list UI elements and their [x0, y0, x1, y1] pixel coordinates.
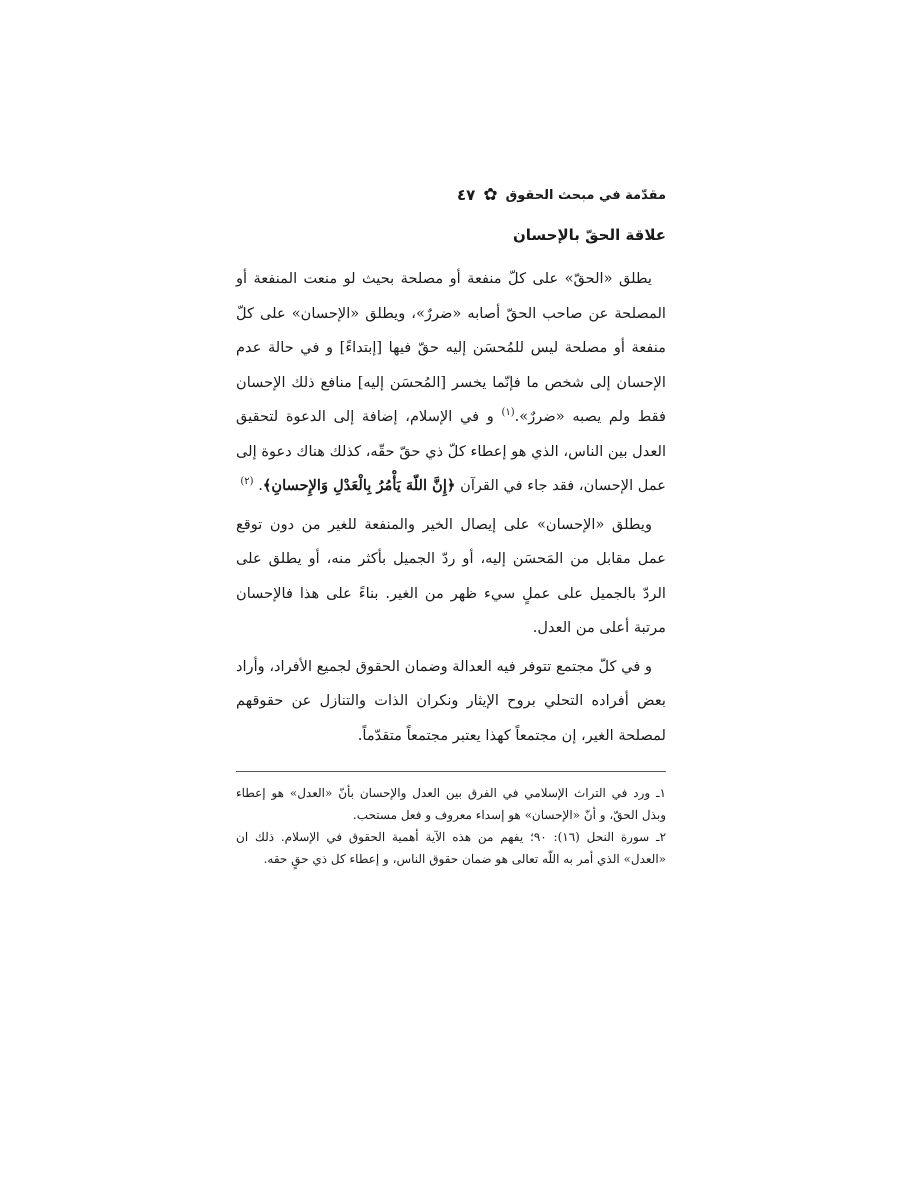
- footnote-reference-2: (٢): [240, 476, 254, 488]
- paragraph-text: و في الإسلام، إضافة إلى الدعوة لتحقيق العدل بين الناس، الذي هو إعطاء كلّ ذي حقّ حقّه، كذلك هناك دعوة إلى عمل الإحسان، فقد جاء في القرآن: [236, 408, 666, 494]
- page-number: ٤٧: [457, 186, 476, 204]
- body-paragraph-2: ويطلق «الإحسان» على إيصال الخير والمنفعة للغير من دون توقع عمل مقابل من المَحسَن إليه، أو ردّ الجميل بأكثر منه، أو يطلق على الردّ بالجميل على عملٍ سيء ظهر من الغير. بناءً على هذا فالإحسان مرتبة أعلى من العدل.: [236, 515, 666, 636]
- quran-verse: ﴿إِنَّ اللّهَ يَأْمُرُ بِالْعَدْلِ وَالإِحسانِ﴾: [262, 477, 456, 494]
- paragraph-text: .: [253, 477, 263, 494]
- body-paragraph-3: و في كلّ مجتمع تتوفر فيه العدالة وضمان الحقوق لجميع الأفراد، وأراد بعض أفراده التحلي بروح الإيثار ونكران الذات والتنازل عن حقوقهم لمصلحة الغير، إن مجتمعاً كهذا يعتبر مجتمعاً متقدّماً.: [236, 657, 666, 744]
- footnote-1: ١ـ ورد في التراث الإسلامي في الفرق بين العدل والإحسان بأنّ «العدل» هو إعطاء وبذل الحقّ، و أنّ «الإحسان» هو إسداء معروف و فعل مستحب.: [236, 786, 666, 822]
- running-title: مقدّمة في مبحث الحقوق: [505, 187, 666, 203]
- body-paragraph-1: [236, 262, 666, 504]
- paragraph-text: يطلق «الحقّ» على كلّ منفعة أو مصلحة بحيث لو منعت المنفعة أو المصلحة عن صاحب الحقّ أصابه «ضررٌ»، ويطلق «الإحسان» على كلّ منفعة أو مصلحة ليس للمُحسَن إليه حقّ فيها [إبتداءً] و في حالة عدم الإحسان إلى شخص ما فإنّما يخسر [المُحسَن إليه] منافع ذلك الإحسان فقط ولم يصبه «ضررٌ».: [236, 270, 666, 425]
- footnote-reference-1: (١): [501, 407, 515, 419]
- flower-ornament-icon: ✿: [483, 184, 498, 205]
- footnote-2: ٢ـ سورة النحل (١٦): ٩٠؛ يفهم من هذه الآية أهمية الحقوق في الإسلام. ذلك ان «العدل» الذي أمر به اللّه تعالى هو ضمان حقوق الناس، و إعطاء كل ذي حقٍ حقه.: [236, 830, 667, 866]
- running-header: [236, 180, 666, 210]
- footnote-divider: [236, 771, 666, 772]
- section-heading: علاقة الحقّ بالإحسان: [512, 226, 666, 244]
- book-page: [236, 180, 666, 870]
- footnotes: [236, 782, 666, 870]
